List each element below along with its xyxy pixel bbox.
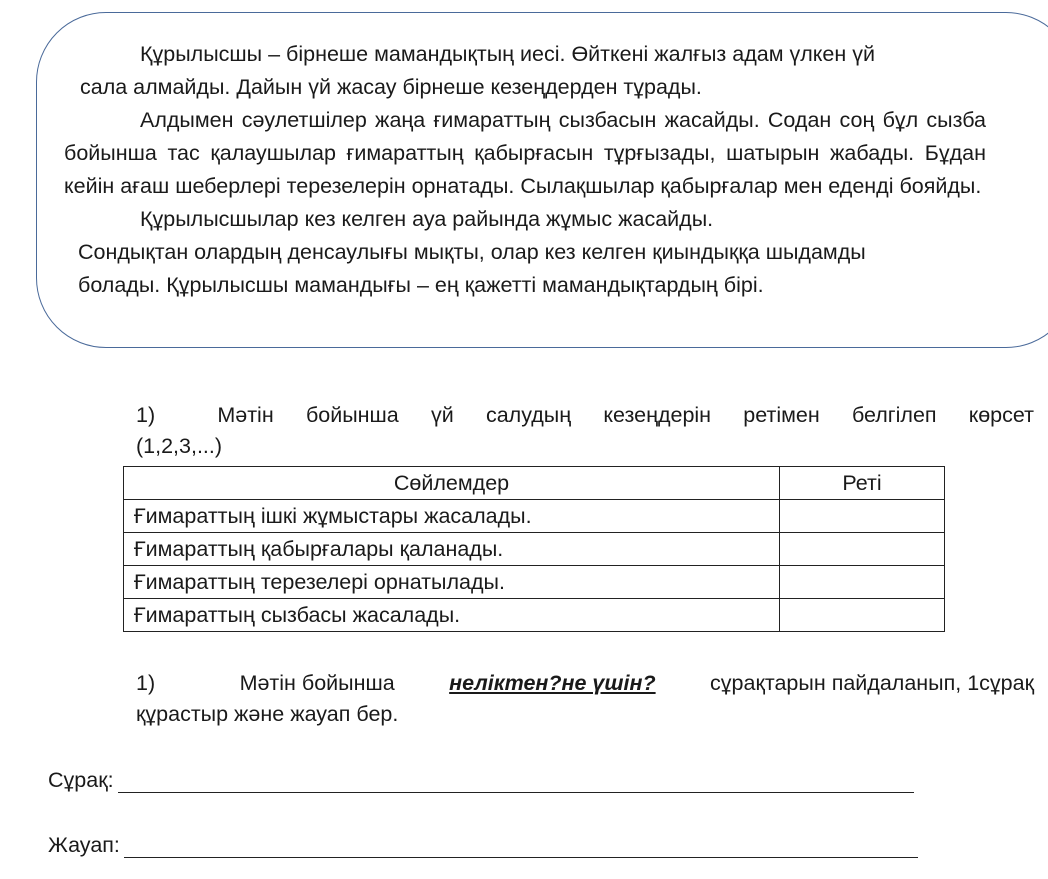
order-cell[interactable] — [780, 533, 945, 566]
task-word: бойынша — [305, 403, 399, 427]
task-word: ретімен — [743, 403, 820, 427]
answer-answer-line — [48, 833, 918, 858]
passage-paragraph: Алдымен сәулетшілер жаңа ғимараттың сызбасын жасайды. Содан соң бұл сызба бойынша тас қалаушылар ғимараттың қабырғасын тұрғызады, шатырын жабады. Бұдан кейін ағаш шеберлері терезелерін орнатады. Сылақшылар қабырғалар мен еденді бояйды. — [64, 108, 986, 198]
reading-passage — [64, 38, 986, 302]
column-header-sentences: Сөйлемдер — [124, 467, 780, 500]
task-2-text-before: Мәтін бойынша — [239, 671, 395, 695]
task-2-line — [136, 668, 1034, 699]
order-cell[interactable] — [780, 500, 945, 533]
column-header-order: Реті — [780, 467, 945, 500]
answer-label: Жауап: — [48, 833, 120, 857]
task-1-line — [136, 400, 1034, 431]
question-blank[interactable] — [118, 770, 914, 793]
task-word: белгілеп — [851, 403, 937, 427]
table-header-row — [124, 467, 945, 500]
order-table — [123, 466, 945, 632]
order-cell[interactable] — [780, 599, 945, 632]
task-2-line-2: құрастыр және жауап бер. — [136, 702, 399, 726]
answer-blank[interactable] — [124, 835, 918, 858]
sentence-cell: Ғимараттың ішкі жұмыстары жасалады. — [124, 500, 780, 533]
task-2-number: 1) — [136, 671, 156, 695]
task-word: үй — [430, 403, 454, 427]
passage-paragraph: Сондықтан олардың денсаулығы мықты, олар кез келген қиындыққа шыдамды болады. Құрылысшы мамандығы – ең қажетті мамандықтардың бірі. — [78, 240, 866, 297]
passage-line: Құрылысшы – бірнеше мамандықтың иесі. Өйткені жалғыз адам үлкен үй — [140, 42, 875, 66]
sentence-cell: Ғимараттың қабырғалары қаланады. — [124, 533, 780, 566]
task-2 — [136, 668, 1034, 730]
task-1-number: 1) — [136, 403, 156, 427]
question-answer-line — [48, 768, 914, 793]
task-2-text-after: сұрақтарын пайдаланып, 1сұрақ — [710, 671, 1034, 695]
order-cell[interactable] — [780, 566, 945, 599]
task-word: көрсет — [968, 403, 1034, 427]
table-row — [124, 500, 945, 533]
task-1-line-2: (1,2,3,...) — [136, 434, 223, 458]
question-words: неліктен?не үшін? — [449, 671, 656, 695]
task-word: Мәтін — [217, 403, 274, 427]
table-row — [124, 566, 945, 599]
passage-line: Құрылысшылар кез келген ауа райында жұмыс жасайды. — [140, 207, 714, 231]
task-1 — [136, 400, 1034, 462]
task-word: кезеңдерін — [603, 403, 712, 427]
sentence-cell: Ғимараттың терезелері орнатылады. — [124, 566, 780, 599]
table-row — [124, 599, 945, 632]
sentence-cell: Ғимараттың сызбасы жасалады. — [124, 599, 780, 632]
table-row — [124, 533, 945, 566]
passage-line: сала алмайды. Дайын үй жасау бірнеше кезеңдерден тұрады. — [80, 75, 702, 99]
question-label: Сұрақ: — [48, 768, 114, 792]
task-word: салудың — [485, 403, 572, 427]
